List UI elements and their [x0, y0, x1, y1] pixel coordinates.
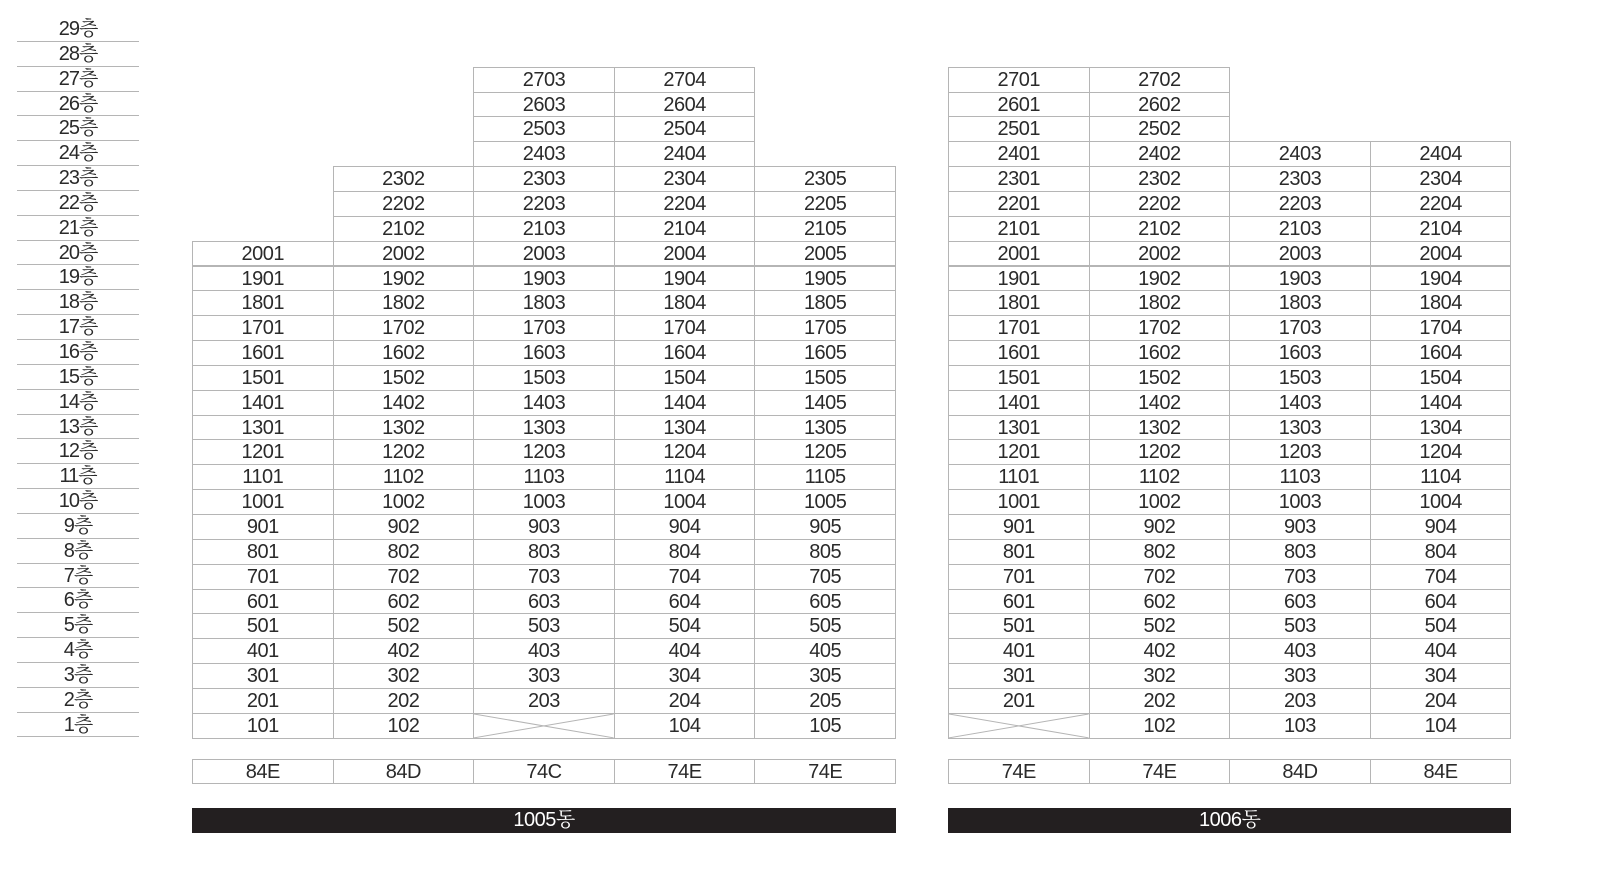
unit-cell[interactable]: 201 [192, 688, 334, 714]
unit-cell[interactable]: 203 [473, 688, 615, 714]
unit-cell[interactable]: 901 [948, 514, 1090, 540]
cross-mark-icon [474, 714, 614, 738]
floor-label: 18층 [17, 290, 139, 315]
unit-cell[interactable]: 1202 [1089, 439, 1231, 465]
unit-cell[interactable]: 1204 [1370, 439, 1512, 465]
unit-cell[interactable]: 902 [1089, 514, 1231, 540]
unit-cell[interactable]: 301 [192, 663, 334, 689]
unit-cell[interactable]: 1905 [754, 266, 896, 292]
unit-cell[interactable]: 805 [754, 539, 896, 565]
unit-cell[interactable]: 2303 [473, 166, 615, 192]
unit-cell[interactable]: 1901 [948, 266, 1090, 292]
unit-cell[interactable]: 2204 [1370, 191, 1512, 217]
unit-cell[interactable]: 501 [192, 613, 334, 639]
unit-cell[interactable]: 1802 [1089, 290, 1231, 316]
floor-label: 22층 [17, 191, 139, 216]
floor-label: 7층 [17, 564, 139, 589]
unit-cell[interactable]: 905 [754, 514, 896, 540]
unit-cell[interactable]: 1805 [754, 290, 896, 316]
floor-label: 8층 [17, 539, 139, 564]
unit-cell[interactable]: 2502 [1089, 116, 1231, 142]
unit-cell[interactable]: 503 [1229, 613, 1371, 639]
unit-cell[interactable]: 701 [192, 564, 334, 590]
unit-cell[interactable]: 304 [1370, 663, 1512, 689]
unit-cell[interactable]: 2504 [614, 116, 756, 142]
unit-cell[interactable]: 2304 [1370, 166, 1512, 192]
unit-cell[interactable]: 2101 [948, 216, 1090, 242]
unit-cell[interactable]: 1503 [1229, 365, 1371, 391]
floor-label: 23층 [17, 166, 139, 191]
floor-label: 13층 [17, 415, 139, 440]
unit-cell[interactable]: 102 [333, 713, 475, 739]
unit-cell[interactable]: 104 [1370, 713, 1512, 739]
unit-cell[interactable]: 504 [614, 613, 756, 639]
unit-cell[interactable]: 1602 [333, 340, 475, 366]
unit-cell[interactable]: 1302 [1089, 415, 1231, 441]
unit-type-cell: 74C [473, 759, 615, 784]
unit-cell[interactable]: 1001 [192, 489, 334, 515]
unit-cell[interactable]: 2001 [192, 241, 334, 267]
unit-cell[interactable]: 1704 [614, 315, 756, 341]
unit-cell[interactable]: 1304 [1370, 415, 1512, 441]
unit-cell[interactable]: 2603 [473, 92, 615, 118]
floor-label: 27층 [17, 67, 139, 92]
cross-mark-icon [949, 714, 1089, 738]
floor-label: 12층 [17, 439, 139, 464]
unit-cell[interactable]: 1003 [473, 489, 615, 515]
unit-cell[interactable]: 1104 [1370, 464, 1512, 490]
unit-cell[interactable]: 101 [192, 713, 334, 739]
unit-cell[interactable]: 2201 [948, 191, 1090, 217]
unit-cell[interactable]: 1803 [1229, 290, 1371, 316]
unit-cell[interactable]: 1304 [614, 415, 756, 441]
empty-unit-cell [948, 713, 1090, 739]
unit-cell[interactable]: 1904 [614, 266, 756, 292]
unit-cell[interactable]: 105 [754, 713, 896, 739]
unit-cell[interactable]: 1004 [1370, 489, 1512, 515]
unit-cell[interactable]: 2203 [473, 191, 615, 217]
unit-cell[interactable]: 604 [1370, 589, 1512, 615]
unit-cell[interactable]: 2005 [754, 241, 896, 267]
unit-cell[interactable]: 2103 [473, 216, 615, 242]
unit-cell[interactable]: 2002 [333, 241, 475, 267]
unit-cell[interactable]: 1203 [473, 439, 615, 465]
unit-cell[interactable]: 804 [614, 539, 756, 565]
unit-cell[interactable]: 702 [1089, 564, 1231, 590]
unit-cell[interactable]: 202 [333, 688, 475, 714]
unit-cell[interactable]: 2602 [1089, 92, 1231, 118]
unit-cell[interactable]: 2403 [1229, 141, 1371, 167]
unit-cell[interactable]: 1604 [614, 340, 756, 366]
unit-type-cell: 74E [948, 759, 1090, 784]
unit-cell[interactable]: 1904 [1370, 266, 1512, 292]
unit-cell[interactable]: 1803 [473, 290, 615, 316]
unit-cell[interactable]: 1305 [754, 415, 896, 441]
unit-cell[interactable]: 604 [614, 589, 756, 615]
floor-label: 15층 [17, 365, 139, 390]
unit-cell[interactable]: 402 [333, 638, 475, 664]
unit-cell[interactable]: 1903 [1229, 266, 1371, 292]
unit-cell[interactable]: 1403 [473, 390, 615, 416]
unit-cell[interactable]: 1402 [1089, 390, 1231, 416]
unit-cell[interactable]: 1201 [192, 439, 334, 465]
unit-cell[interactable]: 1501 [948, 365, 1090, 391]
unit-cell[interactable]: 902 [333, 514, 475, 540]
unit-cell[interactable]: 2503 [473, 116, 615, 142]
unit-cell[interactable]: 1301 [192, 415, 334, 441]
unit-cell[interactable]: 2004 [614, 241, 756, 267]
unit-cell[interactable]: 1801 [948, 290, 1090, 316]
unit-type-cell: 74E [754, 759, 896, 784]
unit-cell[interactable]: 1603 [1229, 340, 1371, 366]
unit-cell[interactable]: 2102 [333, 216, 475, 242]
unit-cell[interactable]: 1301 [948, 415, 1090, 441]
unit-cell[interactable]: 1504 [614, 365, 756, 391]
unit-cell[interactable]: 405 [754, 638, 896, 664]
unit-cell[interactable]: 1103 [473, 464, 615, 490]
unit-cell[interactable]: 701 [948, 564, 1090, 590]
unit-cell[interactable]: 603 [1229, 589, 1371, 615]
unit-cell[interactable]: 1504 [1370, 365, 1512, 391]
unit-cell[interactable]: 1801 [192, 290, 334, 316]
unit-cell[interactable]: 203 [1229, 688, 1371, 714]
unit-cell[interactable]: 502 [1089, 613, 1231, 639]
unit-cell[interactable]: 2703 [473, 67, 615, 93]
unit-cell[interactable]: 103 [1229, 713, 1371, 739]
unit-cell[interactable]: 1405 [754, 390, 896, 416]
unit-cell[interactable]: 601 [948, 589, 1090, 615]
unit-cell[interactable]: 1902 [1089, 266, 1231, 292]
unit-cell[interactable]: 404 [614, 638, 756, 664]
unit-cell[interactable]: 2203 [1229, 191, 1371, 217]
unit-cell[interactable]: 1704 [1370, 315, 1512, 341]
unit-cell[interactable]: 601 [192, 589, 334, 615]
unit-cell[interactable]: 1604 [1370, 340, 1512, 366]
unit-cell[interactable]: 1005 [754, 489, 896, 515]
floor-label: 2층 [17, 688, 139, 713]
unit-cell[interactable]: 2104 [614, 216, 756, 242]
unit-cell[interactable]: 2202 [333, 191, 475, 217]
unit-type-cell: 84E [192, 759, 334, 784]
unit-cell[interactable]: 602 [1089, 589, 1231, 615]
unit-cell[interactable]: 1401 [948, 390, 1090, 416]
unit-cell[interactable]: 903 [1229, 514, 1371, 540]
unit-cell[interactable]: 504 [1370, 613, 1512, 639]
unit-cell[interactable]: 2401 [948, 141, 1090, 167]
building-name-bar: 1005동 [192, 808, 896, 833]
unit-cell[interactable]: 903 [473, 514, 615, 540]
unit-cell[interactable]: 2704 [614, 67, 756, 93]
floor-label: 6층 [17, 588, 139, 613]
unit-type-cell: 84D [1229, 759, 1371, 784]
unit-cell[interactable]: 1203 [1229, 439, 1371, 465]
unit-cell[interactable]: 2204 [614, 191, 756, 217]
unit-cell[interactable]: 2202 [1089, 191, 1231, 217]
unit-cell[interactable]: 2001 [948, 241, 1090, 267]
unit-cell[interactable]: 2601 [948, 92, 1090, 118]
unit-cell[interactable]: 1002 [1089, 489, 1231, 515]
unit-cell[interactable]: 602 [333, 589, 475, 615]
unit-cell[interactable]: 2302 [333, 166, 475, 192]
unit-cell[interactable]: 704 [1370, 564, 1512, 590]
unit-cell[interactable]: 2701 [948, 67, 1090, 93]
unit-type-cell: 74E [1089, 759, 1231, 784]
unit-cell[interactable]: 302 [1089, 663, 1231, 689]
unit-cell[interactable]: 901 [192, 514, 334, 540]
floor-label: 10층 [17, 489, 139, 514]
unit-cell[interactable]: 2002 [1089, 241, 1231, 267]
unit-cell[interactable]: 802 [1089, 539, 1231, 565]
unit-cell[interactable]: 2003 [1229, 241, 1371, 267]
unit-cell[interactable]: 803 [1229, 539, 1371, 565]
unit-cell[interactable]: 1201 [948, 439, 1090, 465]
unit-cell[interactable]: 304 [614, 663, 756, 689]
unit-cell[interactable]: 404 [1370, 638, 1512, 664]
unit-cell[interactable]: 1404 [614, 390, 756, 416]
floor-label: 29층 [17, 17, 139, 42]
unit-type-cell: 84D [333, 759, 475, 784]
unit-cell[interactable]: 703 [473, 564, 615, 590]
unit-cell[interactable]: 402 [1089, 638, 1231, 664]
unit-cell[interactable]: 904 [614, 514, 756, 540]
unit-cell[interactable]: 1001 [948, 489, 1090, 515]
unit-cell[interactable]: 301 [948, 663, 1090, 689]
unit-cell[interactable]: 401 [948, 638, 1090, 664]
unit-cell[interactable]: 801 [192, 539, 334, 565]
unit-cell[interactable]: 1804 [614, 290, 756, 316]
unit-cell[interactable]: 1102 [333, 464, 475, 490]
unit-cell[interactable]: 2404 [614, 141, 756, 167]
floor-label: 1층 [17, 713, 139, 738]
floor-label: 3층 [17, 663, 139, 688]
floor-label: 21층 [17, 216, 139, 241]
unit-cell[interactable]: 403 [473, 638, 615, 664]
unit-cell[interactable]: 102 [1089, 713, 1231, 739]
unit-cell[interactable]: 802 [333, 539, 475, 565]
unit-cell[interactable]: 205 [754, 688, 896, 714]
floor-label: 20층 [17, 241, 139, 266]
unit-cell[interactable]: 803 [473, 539, 615, 565]
unit-cell[interactable]: 1105 [754, 464, 896, 490]
unit-cell[interactable]: 1101 [192, 464, 334, 490]
unit-cell[interactable]: 2403 [473, 141, 615, 167]
unit-cell[interactable]: 305 [754, 663, 896, 689]
unit-cell[interactable]: 1605 [754, 340, 896, 366]
floor-label: 24층 [17, 141, 139, 166]
unit-cell[interactable]: 702 [333, 564, 475, 590]
unit-cell[interactable]: 2004 [1370, 241, 1512, 267]
unit-cell[interactable]: 1204 [614, 439, 756, 465]
floor-label: 25층 [17, 116, 139, 141]
unit-cell[interactable]: 1501 [192, 365, 334, 391]
unit-cell[interactable]: 2501 [948, 116, 1090, 142]
unit-cell[interactable]: 201 [948, 688, 1090, 714]
unit-cell[interactable]: 1104 [614, 464, 756, 490]
unit-cell[interactable]: 1702 [333, 315, 475, 341]
unit-cell[interactable]: 1601 [192, 340, 334, 366]
unit-cell[interactable]: 2103 [1229, 216, 1371, 242]
unit-cell[interactable]: 704 [614, 564, 756, 590]
floor-label: 4층 [17, 638, 139, 663]
floor-label: 11층 [17, 464, 139, 489]
unit-cell[interactable]: 1602 [1089, 340, 1231, 366]
unit-cell[interactable]: 1004 [614, 489, 756, 515]
unit-cell[interactable]: 1003 [1229, 489, 1371, 515]
floor-label-column [17, 17, 139, 737]
unit-cell[interactable]: 2105 [754, 216, 896, 242]
floor-label: 17층 [17, 315, 139, 340]
empty-unit-cell [473, 713, 615, 739]
unit-cell[interactable]: 1403 [1229, 390, 1371, 416]
unit-cell[interactable]: 1503 [473, 365, 615, 391]
unit-cell[interactable]: 2003 [473, 241, 615, 267]
unit-cell[interactable]: 2404 [1370, 141, 1512, 167]
unit-type-cell: 84E [1370, 759, 1512, 784]
unit-cell[interactable]: 1002 [333, 489, 475, 515]
unit-cell[interactable]: 2301 [948, 166, 1090, 192]
unit-cell[interactable]: 303 [1229, 663, 1371, 689]
unit-cell[interactable]: 2102 [1089, 216, 1231, 242]
unit-cell[interactable]: 1205 [754, 439, 896, 465]
floor-label: 5층 [17, 613, 139, 638]
unit-cell[interactable]: 603 [473, 589, 615, 615]
unit-type-cell: 74E [614, 759, 756, 784]
unit-cell[interactable]: 1902 [333, 266, 475, 292]
unit-cell[interactable]: 2702 [1089, 67, 1231, 93]
floor-label: 9층 [17, 514, 139, 539]
unit-cell[interactable]: 303 [473, 663, 615, 689]
unit-cell[interactable]: 401 [192, 638, 334, 664]
unit-cell[interactable]: 1603 [473, 340, 615, 366]
unit-cell[interactable]: 2304 [614, 166, 756, 192]
floor-label: 16층 [17, 340, 139, 365]
unit-cell[interactable]: 1703 [473, 315, 615, 341]
unit-cell[interactable]: 1702 [1089, 315, 1231, 341]
unit-cell[interactable]: 804 [1370, 539, 1512, 565]
unit-cell[interactable]: 502 [333, 613, 475, 639]
unit-cell[interactable]: 2402 [1089, 141, 1231, 167]
unit-cell[interactable]: 1903 [473, 266, 615, 292]
unit-cell[interactable]: 1404 [1370, 390, 1512, 416]
unit-cell[interactable]: 204 [1370, 688, 1512, 714]
unit-cell[interactable]: 2205 [754, 191, 896, 217]
unit-cell[interactable]: 1701 [948, 315, 1090, 341]
unit-cell[interactable]: 904 [1370, 514, 1512, 540]
unit-cell[interactable]: 1102 [1089, 464, 1231, 490]
unit-cell[interactable]: 1505 [754, 365, 896, 391]
unit-cell[interactable]: 1202 [333, 439, 475, 465]
unit-cell[interactable]: 703 [1229, 564, 1371, 590]
unit-cell[interactable]: 1804 [1370, 290, 1512, 316]
unit-cell[interactable]: 1303 [473, 415, 615, 441]
unit-cell[interactable]: 204 [614, 688, 756, 714]
unit-cell[interactable]: 501 [948, 613, 1090, 639]
floor-label: 28층 [17, 42, 139, 67]
unit-cell[interactable]: 1402 [333, 390, 475, 416]
unit-cell[interactable]: 801 [948, 539, 1090, 565]
unit-cell[interactable]: 503 [473, 613, 615, 639]
unit-cell[interactable]: 1703 [1229, 315, 1371, 341]
unit-cell[interactable]: 505 [754, 613, 896, 639]
unit-cell[interactable]: 1502 [333, 365, 475, 391]
unit-cell[interactable]: 1302 [333, 415, 475, 441]
unit-cell[interactable]: 1303 [1229, 415, 1371, 441]
unit-cell[interactable]: 302 [333, 663, 475, 689]
unit-cell[interactable]: 2305 [754, 166, 896, 192]
floor-label: 26층 [17, 92, 139, 117]
unit-cell[interactable]: 1401 [192, 390, 334, 416]
unit-cell[interactable]: 2303 [1229, 166, 1371, 192]
unit-cell[interactable]: 1101 [948, 464, 1090, 490]
building-name-bar: 1006동 [948, 808, 1511, 833]
unit-cell[interactable]: 1701 [192, 315, 334, 341]
unit-cell[interactable]: 104 [614, 713, 756, 739]
unit-cell[interactable]: 2604 [614, 92, 756, 118]
unit-cell[interactable]: 2302 [1089, 166, 1231, 192]
floor-label: 19층 [17, 265, 139, 290]
unit-cell[interactable]: 1901 [192, 266, 334, 292]
unit-cell[interactable]: 1705 [754, 315, 896, 341]
unit-cell[interactable]: 202 [1089, 688, 1231, 714]
unit-cell[interactable]: 705 [754, 564, 896, 590]
unit-cell[interactable]: 1502 [1089, 365, 1231, 391]
unit-cell[interactable]: 2104 [1370, 216, 1512, 242]
unit-cell[interactable]: 605 [754, 589, 896, 615]
unit-cell[interactable]: 1601 [948, 340, 1090, 366]
unit-cell[interactable]: 1802 [333, 290, 475, 316]
unit-cell[interactable]: 403 [1229, 638, 1371, 664]
floor-label: 14층 [17, 390, 139, 415]
unit-cell[interactable]: 1103 [1229, 464, 1371, 490]
